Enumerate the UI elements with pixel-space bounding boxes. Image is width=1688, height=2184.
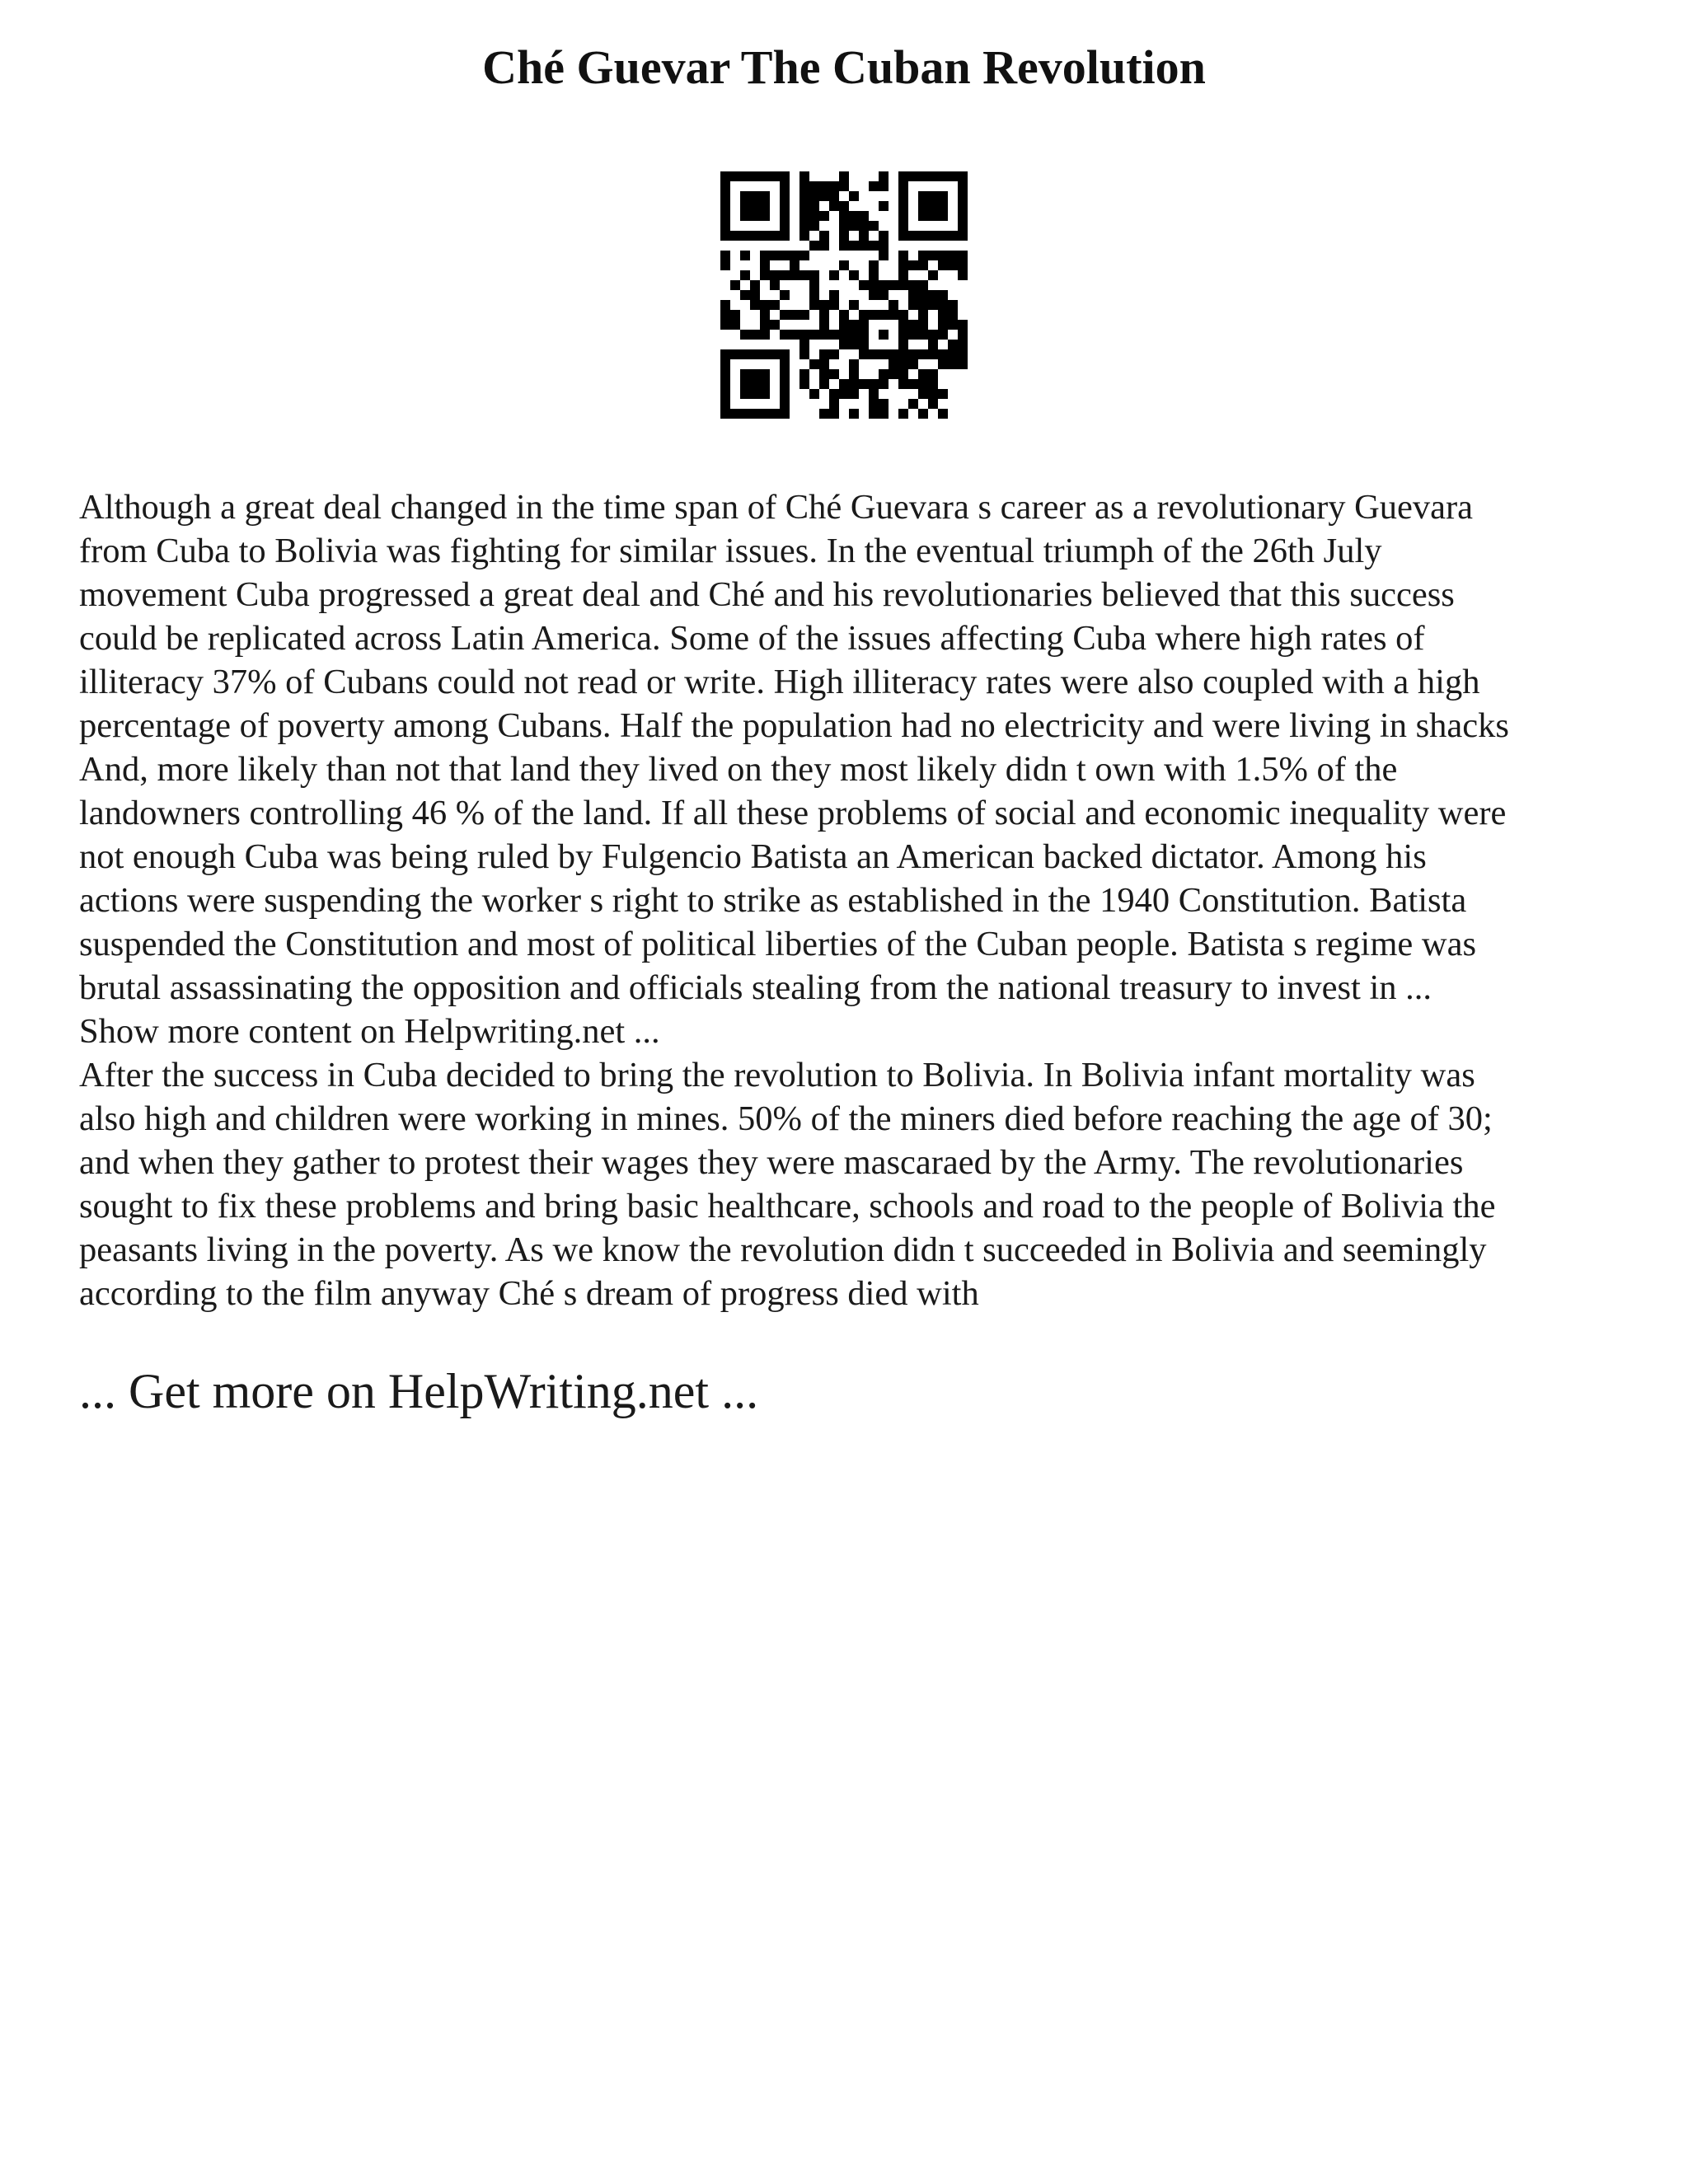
paragraph-1-line: landowners controlling 46 % of the land. If all these problems of social and economic inequality were <box>79 794 1507 832</box>
paragraph-1-line: could be replicated across Latin America. Some of the issues affecting Cuba where high rates of <box>79 619 1425 658</box>
paragraph-2-line: according to the film anyway Ché s dream of progress died with <box>79 1274 979 1313</box>
paragraph-1-line: from Cuba to Bolivia was fighting for similar issues. In the eventual triumph of the 26th July <box>79 532 1382 570</box>
paragraph-2-line: peasants living in the poverty. As we know the revolution didn t succeeded in Bolivia and seemingly <box>79 1230 1487 1269</box>
show-more-link[interactable]: Show more content on Helpwriting.net ... <box>79 1012 660 1051</box>
paragraph-1-line: brutal assassinating the opposition and officials stealing from the national treasury to invest in ... <box>79 968 1432 1007</box>
paragraph-2-line: After the success in Cuba decided to bring the revolution to Bolivia. In Bolivia infant mortality was <box>79 1056 1475 1094</box>
paragraph-1-line: Although a great deal changed in the time span of Ché Guevara s career as a revolutionary Guevara <box>79 488 1474 527</box>
qr-code-icon[interactable] <box>720 171 968 419</box>
paragraph-2-line: sought to fix these problems and bring basic healthcare, schools and road to the people of Bolivia the <box>79 1187 1496 1226</box>
paragraph-1-line: illiteracy 37% of Cubans could not read or write. High illiteracy rates were also coupled with a high <box>79 663 1480 701</box>
paragraph-2 <box>79 1053 1629 1315</box>
paragraph-1-line: not enough Cuba was being ruled by Fulgencio Batista an American backed dictator. Among his <box>79 837 1427 876</box>
page-title: Ché Guevar The Cuban Revolution <box>482 40 1206 94</box>
get-more-link[interactable]: ... Get more on HelpWriting.net ... <box>79 1364 759 1418</box>
paragraph-1-line: movement Cuba progressed a great deal and Ché and his revolutionaries believed that this success <box>79 575 1455 614</box>
paragraph-1-line: suspended the Constitution and most of political liberties of the Cuban people. Batista s regime was <box>79 925 1476 963</box>
paragraph-1-line: And, more likely than not that land they lived on they most likely didn t own with 1.5% of the <box>79 750 1398 789</box>
qr-code-graphic <box>720 171 968 419</box>
paragraph-1-line: actions were suspending the worker s right to strike as established in the 1940 Constitution. Batista <box>79 881 1467 920</box>
paragraph-2-line: and when they gather to protest their wages they were mascaraed by the Army. The revolutionaries <box>79 1143 1464 1182</box>
paragraph-1-line: percentage of poverty among Cubans. Half the population had no electricity and were living in shacks <box>79 706 1509 745</box>
paragraph-1 <box>79 485 1629 1010</box>
article-body <box>79 485 1629 1315</box>
paragraph-2-line: also high and children were working in mines. 50% of the miners died before reaching the age of 30; <box>79 1099 1493 1138</box>
